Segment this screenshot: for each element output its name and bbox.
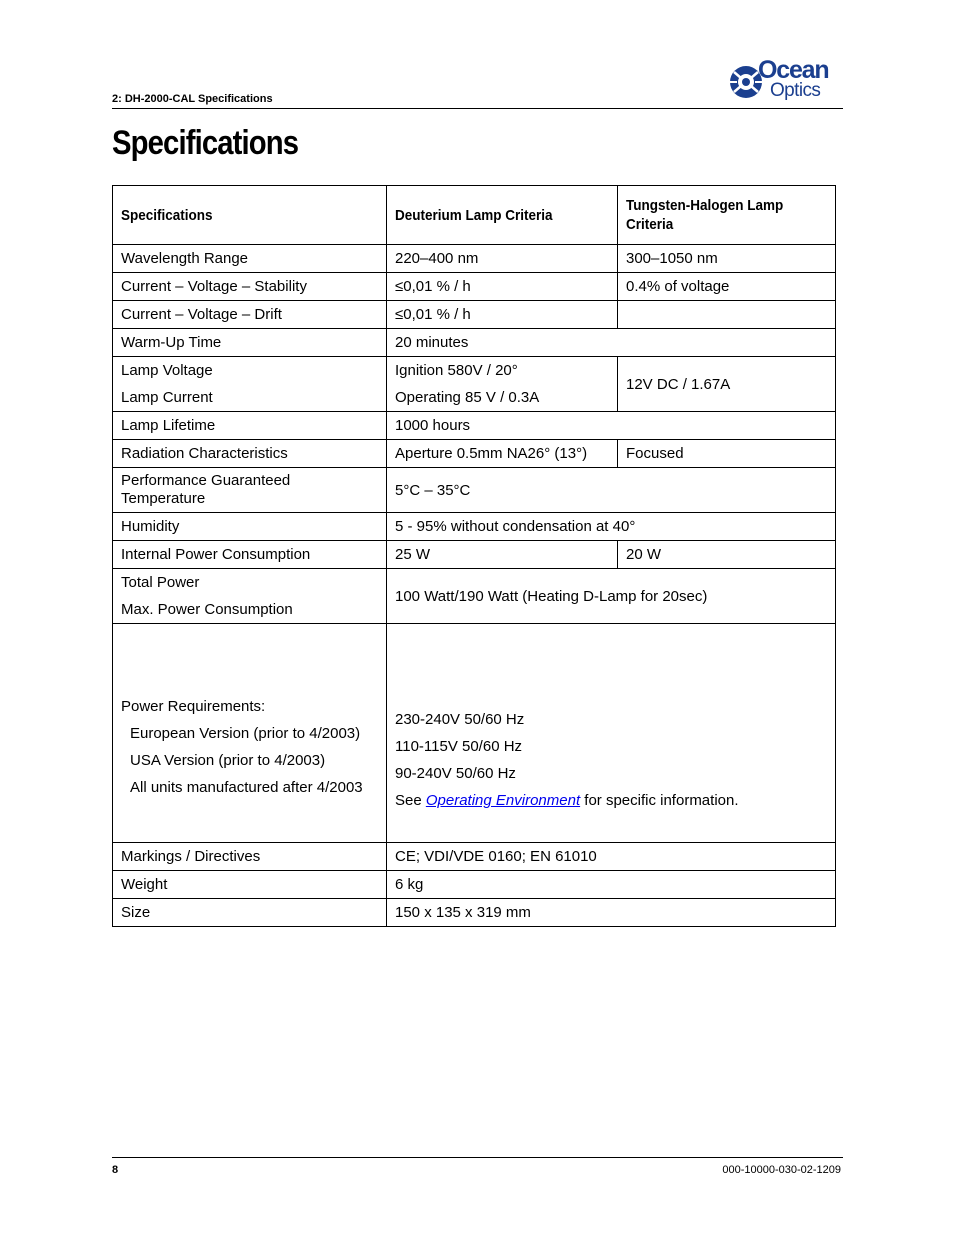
spec-label: Performance Guaranteed Temperature — [113, 468, 387, 513]
table-header-row — [113, 186, 836, 245]
running-header: 2: DH-2000-CAL Specifications — [112, 93, 273, 105]
shared-value: 150 x 135 x 319 mm — [387, 899, 836, 927]
shared-value: CE; VDI/VDE 0160; EN 61010 — [387, 843, 836, 871]
table-row — [113, 245, 836, 273]
spec-label: Markings / Directives — [113, 843, 387, 871]
table-row — [113, 871, 836, 899]
tungsten-value: 12V DC / 1.67A — [618, 357, 836, 412]
table-row — [113, 541, 836, 569]
shared-value: 6 kg — [387, 871, 836, 899]
deuterium-value: 25 W — [387, 541, 618, 569]
table-row — [113, 569, 836, 624]
spec-label: Lamp Voltage Lamp Current — [113, 357, 387, 412]
power-requirements-values: 230-240V 50/60 Hz 110-115V 50/60 Hz 90-240V 50/60 Hz See Operating Environment for specific information. — [387, 624, 836, 843]
spec-label: Current – Voltage – Drift — [113, 301, 387, 329]
spec-label: Radiation Characteristics — [113, 440, 387, 468]
see-reference: See Operating Environment for specific information. — [395, 792, 739, 809]
shared-value: 5°C – 35°C — [387, 468, 836, 513]
deuterium-value: Aperture 0.5mm NA26° (13°) — [387, 440, 618, 468]
spec-label: Power Requirements: European Version (prior to 4/2003) USA Version (prior to 4/2003) All units manufactured after 4/2003 — [113, 624, 387, 843]
shared-value: 100 Watt/190 Watt (Heating D-Lamp for 20sec) — [387, 569, 836, 624]
table-row — [113, 273, 836, 301]
page-title: Specifications — [112, 124, 299, 162]
operating-environment-link[interactable]: Operating Environment — [425, 792, 581, 809]
table-row — [113, 624, 836, 843]
spec-label: Current – Voltage – Stability — [113, 273, 387, 301]
spec-label: Humidity — [113, 513, 387, 541]
logo-word-ocean: Ocean — [758, 56, 829, 84]
document-number: 000-10000-030-02-1209 — [722, 1164, 841, 1176]
tungsten-value: 300–1050 nm — [618, 245, 836, 273]
spec-label: Weight — [113, 871, 387, 899]
table-row — [113, 468, 836, 513]
column-header-specifications: Specifications — [113, 186, 387, 245]
tungsten-value: 20 W — [618, 541, 836, 569]
shared-value: 5 - 95% without condensation at 40° — [387, 513, 836, 541]
table-row — [113, 412, 836, 440]
spec-label: Total Power Max. Power Consumption — [113, 569, 387, 624]
shared-value: 20 minutes — [387, 329, 836, 357]
ocean-optics-logo — [728, 58, 844, 106]
table-row — [113, 357, 836, 412]
page-number: 8 — [112, 1164, 119, 1176]
spec-label: Wavelength Range — [113, 245, 387, 273]
spec-label: Size — [113, 899, 387, 927]
shared-value: 1000 hours — [387, 412, 836, 440]
table-row — [113, 899, 836, 927]
specifications-table — [112, 185, 836, 927]
spec-label: Lamp Lifetime — [113, 412, 387, 440]
column-header-deuterium: Deuterium Lamp Criteria — [387, 186, 618, 245]
header-divider — [112, 108, 843, 109]
tungsten-value — [618, 301, 836, 329]
footer-divider — [112, 1157, 843, 1158]
table-row — [113, 329, 836, 357]
deuterium-value: Ignition 580V / 20° Operating 85 V / 0.3A — [387, 357, 618, 412]
deuterium-value: ≤0,01 % / h — [387, 301, 618, 329]
tungsten-value: 0.4% of voltage — [618, 273, 836, 301]
table-row — [113, 843, 836, 871]
table-row — [113, 513, 836, 541]
spec-label: Warm-Up Time — [113, 329, 387, 357]
logo-word-optics: Optics — [770, 80, 821, 101]
table-row — [113, 440, 836, 468]
tungsten-value: Focused — [618, 440, 836, 468]
column-header-tungsten-halogen: Tungsten-Halogen Lamp Criteria — [618, 186, 836, 245]
table-row — [113, 301, 836, 329]
deuterium-value: 220–400 nm — [387, 245, 618, 273]
spec-label: Internal Power Consumption — [113, 541, 387, 569]
deuterium-value: ≤0,01 % / h — [387, 273, 618, 301]
